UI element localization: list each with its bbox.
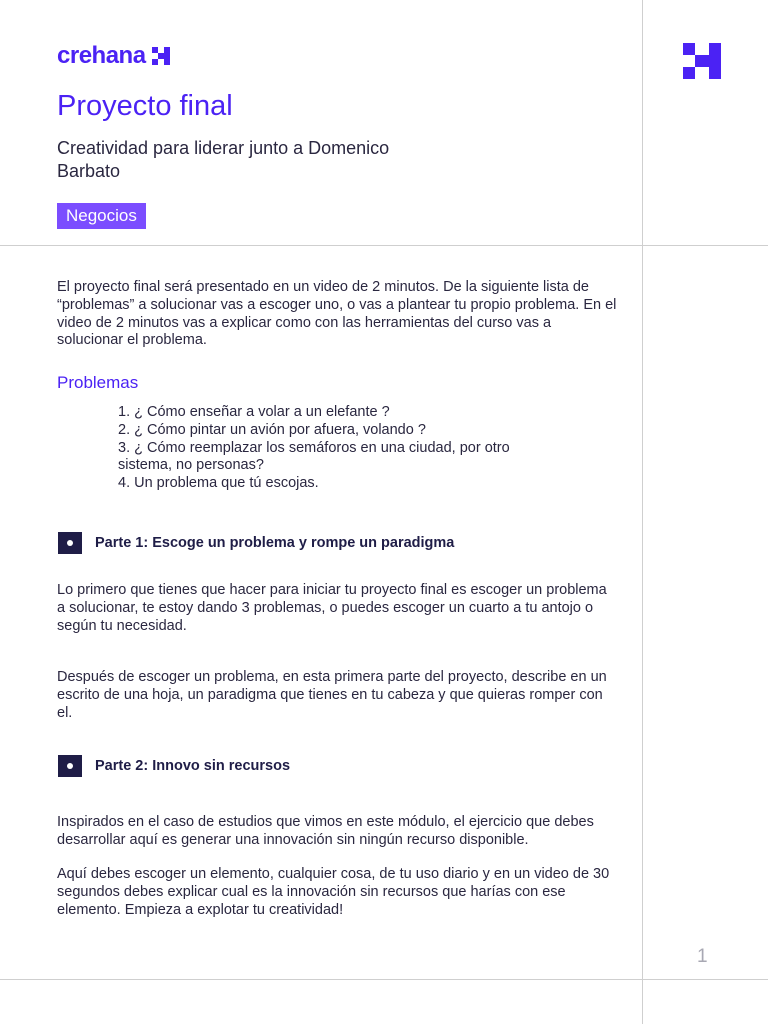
page-title: Proyecto final <box>57 90 233 122</box>
problems-list <box>118 404 558 493</box>
part1-header <box>58 532 454 554</box>
intro-paragraph: El proyecto final será presentado en un video de 2 minutos. De la siguiente lista de “problemas” a solucionar vas a escoger uno, o vas a plantear tu propio problema. En el video de 2 minutos vas a explicar como con las herramientas del curso vas a solucionar el problema. <box>57 279 617 349</box>
crehana-logo <box>57 42 170 70</box>
part2-paragraph-1: Inspirados en el caso de estudios que vimos en este módulo, el ejercicio que debes desarrollar aquí es generar una innovación sin ningún recurso disponible. <box>57 814 594 848</box>
category-badge: Negocios <box>57 203 146 229</box>
part1-paragraph-2: Después de escoger un problema, en esta primera parte del proyecto, describe en un escrito de una hoja, un paradigma que tienes en tu cabeza y que quieras romper con el. <box>57 669 607 721</box>
part2-header <box>58 755 290 777</box>
list-item: 4. Un problema que tú escojas. <box>118 475 319 492</box>
page-number: 1 <box>697 946 708 967</box>
logo-mark-icon <box>152 47 170 65</box>
course-subtitle: Creatividad para liderar junto a Domenico Barbato <box>57 138 390 181</box>
crehana-mark-icon <box>683 43 721 79</box>
footer-divider <box>0 979 768 980</box>
vertical-divider <box>642 0 643 1024</box>
part1-title: Parte 1: Escoge un problema y rompe un paradigma <box>95 535 455 551</box>
logo-wordmark: crehana <box>57 42 146 69</box>
part1-paragraph-1: Lo primero que tienes que hacer para iniciar tu proyecto final es escoger un problema a solucionar, te estoy dando 3 problemas, o puedes escoger un cuarto a tu antojo o según tu necesidad. <box>57 582 607 634</box>
list-item: 3. ¿ Cómo reemplazar los semáforos en una ciudad, por otro sistema, no personas? <box>118 439 510 474</box>
list-item: 1. ¿ Cómo enseñar a volar a un elefante ? <box>118 404 390 420</box>
bullet-box-icon <box>58 755 82 777</box>
part2-title: Parte 2: Innovo sin recursos <box>95 758 291 774</box>
header-divider <box>0 245 768 246</box>
part2-paragraph-2: Aquí debes escoger un elemento, cualquier cosa, de tu uso diario y en un video de 30 segundos debes explicar cual es la innovación sin recursos que harías con ese elemento. Empieza a explotar tu creatividad! <box>57 866 610 918</box>
problems-heading: Problemas <box>57 373 139 392</box>
bullet-box-icon <box>58 532 82 554</box>
list-item: 2. ¿ Cómo pintar un avión por afuera, volando ? <box>118 421 426 438</box>
